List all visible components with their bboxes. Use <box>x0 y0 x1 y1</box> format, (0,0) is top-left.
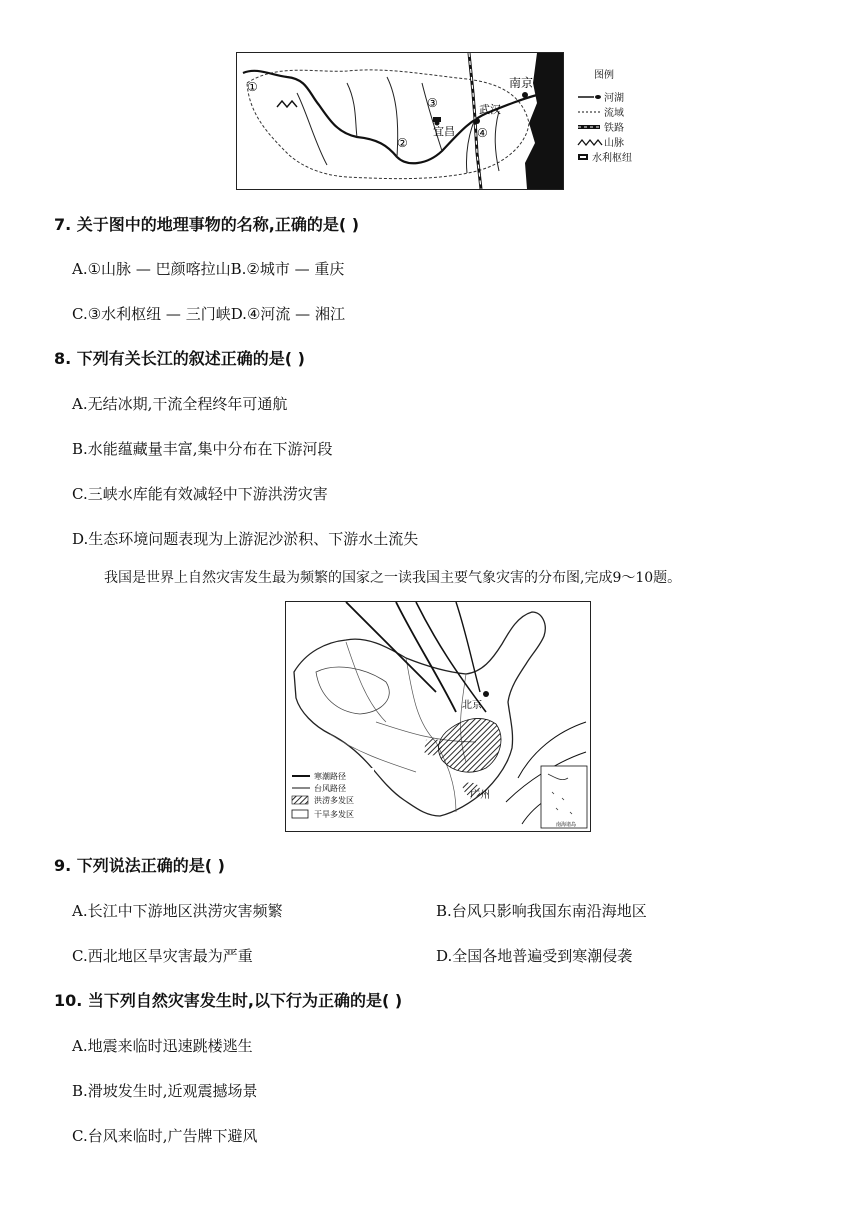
legend-item: 水利枢纽 <box>592 153 632 164</box>
china-disaster-drawing <box>286 602 590 831</box>
legend-coldwave: 寒潮路径 <box>314 772 346 781</box>
question-8: 8. 下列有关长江的叙述正确的是( ) <box>54 349 305 368</box>
china-disaster-map <box>285 601 591 832</box>
q9-option-c: C.西北地区旱灾害最为严重 <box>72 947 253 965</box>
legend-item: 流域 <box>604 108 624 119</box>
map1-label-yichang: 宜昌 <box>433 125 455 138</box>
basin-icon <box>576 107 604 117</box>
mountain-icon <box>576 137 604 147</box>
q10-option-a: A.地震来临时迅速跳楼逃生 <box>72 1037 253 1055</box>
map1-label-3: ③ <box>427 96 438 110</box>
question-7: 7. 关于图中的地理事物的名称,正确的是( ) <box>54 215 360 234</box>
legend-title: 图例 <box>594 70 614 81</box>
legend-typhoon: 台风路径 <box>314 784 346 793</box>
map1-label-wuhan: 武汉 <box>479 103 501 116</box>
city-guangzhou: 广州 <box>470 790 490 801</box>
yangtze-map-legend <box>576 66 666 164</box>
q8-option-d: D.生态环境问题表现为上游泥沙淤积、下游水土流失 <box>72 530 419 548</box>
q8-option-b: B.水能蕴藏量丰富,集中分布在下游河段 <box>72 440 333 458</box>
yangtze-map-drawing <box>237 53 563 189</box>
q8-option-c: C.三峡水库能有效减轻中下游洪涝灾害 <box>72 485 328 503</box>
yangtze-map <box>236 52 564 190</box>
map1-label-1: ① <box>247 80 258 94</box>
legend-item: 山脉 <box>604 138 624 149</box>
city-beijing: 北京 <box>462 700 482 711</box>
map1-label-nanjing: 南京 <box>509 76 534 90</box>
legend-flood: 洪涝多发区 <box>314 796 354 805</box>
lake-icon <box>576 92 604 102</box>
map1-label-2: ② <box>397 136 408 150</box>
map1-label-4: ④ <box>477 126 488 140</box>
q10-option-b: B.滑坡发生时,近观震撼场景 <box>72 1082 258 1100</box>
inset-label: 南海诸岛 <box>556 822 577 828</box>
dam-icon <box>576 152 592 162</box>
q9-option-a: A.长江中下游地区洪涝灾害频繁 <box>72 902 283 920</box>
q9-option-b: B.台风只影响我国东南沿海地区 <box>436 902 647 920</box>
q8-option-a: A.无结冰期,干流全程终年可通航 <box>72 395 288 413</box>
question-10: 10. 当下列自然灾害发生时,以下行为正确的是( ) <box>54 991 403 1010</box>
intro-text: 我国是世界上自然灾害发生最为频繁的国家之一读我国主要气象灾害的分布图,完成9～10题。 <box>104 570 682 586</box>
q10-option-c: C.台风来临时,广告牌下避风 <box>72 1127 258 1145</box>
legend-item: 铁路 <box>604 123 624 134</box>
railway-icon <box>576 122 604 132</box>
legend-drought: 干旱多发区 <box>314 810 354 819</box>
legend-item: 河湖 <box>604 93 624 104</box>
q7-option-ab: A.①山脉 — 巴颜喀拉山B.②城市 — 重庆 <box>72 260 345 278</box>
q7-option-cd: C.③水利枢纽 — 三门峡D.④河流 — 湘江 <box>72 305 345 323</box>
question-9: 9. 下列说法正确的是( ) <box>54 856 225 875</box>
q9-option-d: D.全国各地普遍受到寒潮侵袭 <box>436 947 633 965</box>
